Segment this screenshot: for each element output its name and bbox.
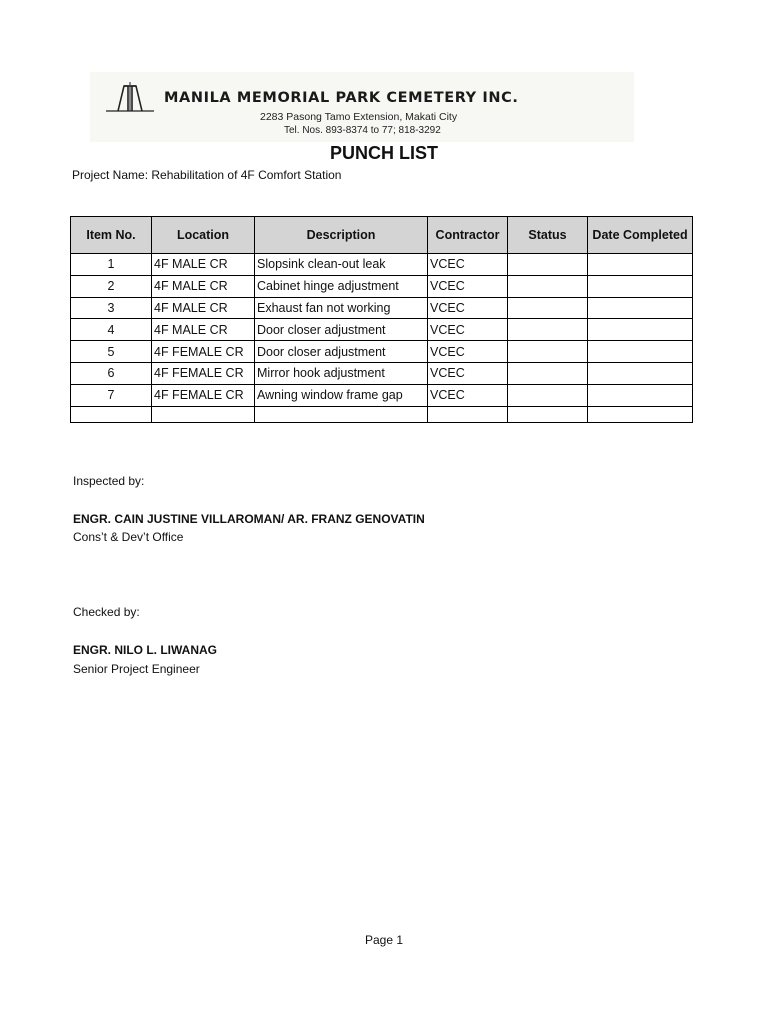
header-contractor: Contractor (428, 217, 508, 254)
company-name: MANILA MEMORIAL PARK CEMETERY INC. (164, 90, 519, 106)
table-row (71, 319, 693, 341)
status-cell (508, 384, 588, 406)
description-cell: Mirror hook adjustment (255, 362, 428, 384)
item-no-cell: 5 (71, 341, 152, 363)
header-item-no: Item No. (71, 217, 152, 254)
company-address: 2283 Pasong Tamo Extension, Makati City (260, 111, 458, 123)
header-location: Location (152, 217, 255, 254)
location-cell: 4F FEMALE CR (152, 384, 255, 406)
empty-cell (152, 406, 255, 422)
table-row (71, 341, 693, 363)
letterhead (90, 72, 634, 142)
description-cell: Door closer adjustment (255, 319, 428, 341)
description-cell: Slopsink clean-out leak (255, 254, 428, 276)
contractor-cell: VCEC (428, 275, 508, 297)
company-phone: Tel. Nos. 893-8374 to 77; 818-3292 (284, 125, 441, 136)
table-row (71, 297, 693, 319)
page-number: Page 1 (364, 933, 404, 947)
contractor-cell: VCEC (428, 319, 508, 341)
contractor-cell: VCEC (428, 254, 508, 276)
empty-cell (428, 406, 508, 422)
status-cell (508, 362, 588, 384)
empty-cell (255, 406, 428, 422)
location-cell: 4F MALE CR (152, 297, 255, 319)
inspector-name: ENGR. CAIN JUSTINE VILLAROMAN/ AR. FRANZ GENOVATIN (73, 512, 425, 526)
contractor-cell: VCEC (428, 384, 508, 406)
date-completed-cell (588, 341, 693, 363)
item-no-cell: 2 (71, 275, 152, 297)
status-cell (508, 341, 588, 363)
status-cell (508, 254, 588, 276)
location-cell: 4F MALE CR (152, 254, 255, 276)
table-row (71, 254, 693, 276)
date-completed-cell (588, 297, 693, 319)
punch-list-table (70, 216, 693, 423)
checker-name: ENGR. NILO L. LIWANAG (73, 643, 217, 657)
date-completed-cell (588, 362, 693, 384)
date-completed-cell (588, 319, 693, 341)
location-cell: 4F FEMALE CR (152, 362, 255, 384)
empty-cell (71, 406, 152, 422)
item-no-cell: 3 (71, 297, 152, 319)
description-cell: Cabinet hinge adjustment (255, 275, 428, 297)
inspector-office: Cons’t & Dev’t Office (73, 530, 184, 544)
inspected-by-label: Inspected by: (73, 474, 145, 488)
checker-title: Senior Project Engineer (73, 662, 200, 676)
item-no-cell: 4 (71, 319, 152, 341)
location-cell: 4F MALE CR (152, 319, 255, 341)
header-status: Status (508, 217, 588, 254)
header-description: Description (255, 217, 428, 254)
item-no-cell: 1 (71, 254, 152, 276)
arch-gate-icon (104, 80, 156, 114)
item-no-cell: 6 (71, 362, 152, 384)
location-cell: 4F MALE CR (152, 275, 255, 297)
location-cell: 4F FEMALE CR (152, 341, 255, 363)
table-header-row (71, 217, 693, 254)
project-name: Project Name: Rehabilitation of 4F Comfort Station (72, 168, 342, 182)
status-cell (508, 297, 588, 319)
checked-by-label: Checked by: (73, 605, 140, 619)
contractor-cell: VCEC (428, 341, 508, 363)
empty-cell (588, 406, 693, 422)
contractor-cell: VCEC (428, 362, 508, 384)
date-completed-cell (588, 384, 693, 406)
item-no-cell: 7 (71, 384, 152, 406)
status-cell (508, 275, 588, 297)
status-cell (508, 319, 588, 341)
description-cell: Awning window frame gap (255, 384, 428, 406)
description-cell: Exhaust fan not working (255, 297, 428, 319)
table-row (71, 275, 693, 297)
table-row-empty (71, 406, 693, 422)
date-completed-cell (588, 275, 693, 297)
document-title: PUNCH LIST (330, 143, 438, 163)
table-row (71, 384, 693, 406)
table-row (71, 362, 693, 384)
header-date-completed: Date Completed (588, 217, 693, 254)
empty-cell (508, 406, 588, 422)
date-completed-cell (588, 254, 693, 276)
description-cell: Door closer adjustment (255, 341, 428, 363)
contractor-cell: VCEC (428, 297, 508, 319)
